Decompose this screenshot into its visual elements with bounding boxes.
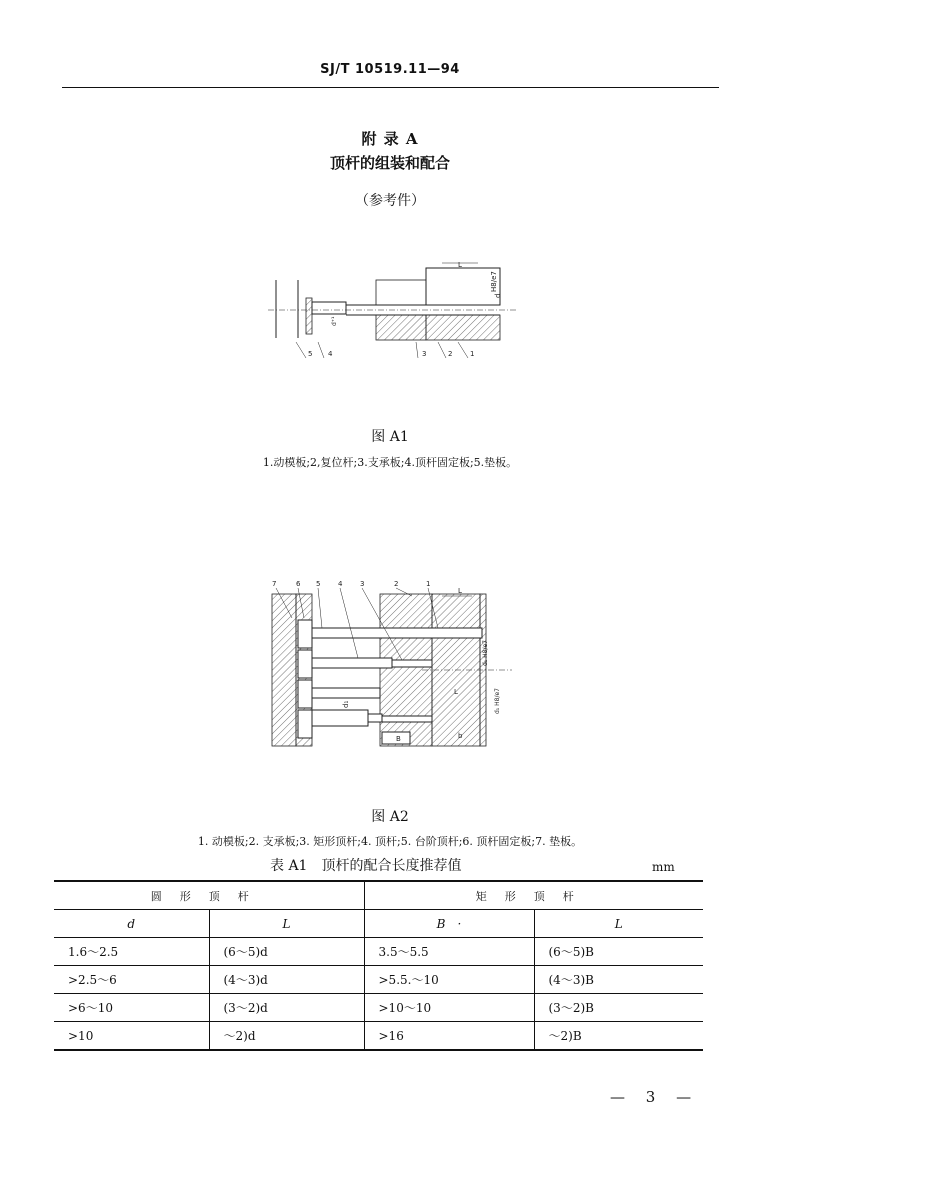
table-row <box>54 994 703 1022</box>
fig1-dim-d: d <box>494 293 502 298</box>
cell-L-rect: (6～5)B <box>534 938 703 966</box>
fig1-dim-L: L <box>458 261 462 269</box>
appendix-subtitle: 顶杆的组装和配合 <box>329 154 450 172</box>
subheader-L-round: L <box>209 910 364 938</box>
cell-L-rect: (4～3)B <box>534 966 703 994</box>
header-rule <box>62 87 719 88</box>
figure-a2-caption: 图 A2 <box>371 809 409 825</box>
cell-L-round: (4～3)d <box>209 966 364 994</box>
fig2-num-1: 1 <box>426 580 431 588</box>
subheader-B: B · <box>364 910 534 938</box>
table-row <box>54 1022 703 1051</box>
cell-L-round: (3～2)d <box>209 994 364 1022</box>
fig2-fit-1: d₁ H8/e7 <box>482 640 489 666</box>
appendix-title: 附 录 A <box>361 130 419 148</box>
fig1-dim-d1: d⁺¹ <box>331 316 338 326</box>
figure-a2-legend: 1. 动模板;2. 支承板;3. 矩形顶杆;4. 顶杆;5. 台阶顶杆;6. 顶杆固定板;7. 垫板。 <box>197 835 583 848</box>
figure-a1-caption: 图 A1 <box>371 429 409 445</box>
fig1-fit-label: H8/e7 <box>490 271 498 292</box>
cell-B: >16 <box>364 1022 534 1051</box>
cell-d: >6～10 <box>54 994 209 1022</box>
cell-B: >10～10 <box>364 994 534 1022</box>
fig2-num-6: 6 <box>296 580 301 588</box>
fig1-num-3: 3 <box>422 350 427 358</box>
document-code: SJ/T 10519.11—94 <box>320 62 460 77</box>
page-number: — 3 — <box>610 1088 700 1106</box>
fig2-num-2: 2 <box>394 580 399 588</box>
fig1-num-1: 1 <box>470 350 475 358</box>
table-row <box>54 966 703 994</box>
fig2-num-7: 7 <box>272 580 277 588</box>
fig1-num-5: 5 <box>308 350 313 358</box>
fig2-dim-L: L <box>458 587 462 595</box>
table-unit: mm <box>652 860 675 874</box>
subheader-L-rect: L <box>534 910 703 938</box>
subheader-d: d <box>54 910 209 938</box>
cell-d: >10 <box>54 1022 209 1051</box>
table-row <box>54 938 703 966</box>
header-rect-ejector: 矩形顶杆 <box>364 881 703 910</box>
figure-a1-drawing <box>268 258 528 378</box>
fig2-dim-b: b <box>458 732 463 740</box>
fig2-num-5: 5 <box>316 580 321 588</box>
header-round-ejector: 圆形顶杆 <box>54 881 364 910</box>
cell-L-rect: (3～2)B <box>534 994 703 1022</box>
cell-L-rect: ～2)B <box>534 1022 703 1051</box>
cell-d: >2.5～6 <box>54 966 209 994</box>
cell-B: 3.5～5.5 <box>364 938 534 966</box>
fig1-num-2: 2 <box>448 350 453 358</box>
cell-L-round: ～2)d <box>209 1022 364 1051</box>
fig2-num-4: 4 <box>338 580 343 588</box>
reference-note: （参考件） <box>355 193 425 209</box>
fig2-dim-d1: d₁ <box>342 700 350 708</box>
cell-d: 1.6～2.5 <box>54 938 209 966</box>
table-title: 表 A1 顶杆的配合长度推荐值 <box>270 858 462 874</box>
fig2-fit-2: d₁ H8/e7 <box>494 688 501 714</box>
fig2-dim-B: B <box>396 735 401 743</box>
cell-B: >5.5.～10 <box>364 966 534 994</box>
fit-length-table <box>54 880 703 1051</box>
figure-a1-legend: 1.动模板;2,复位杆;3.支承板;4.顶杆固定板;5.垫板。 <box>262 456 518 469</box>
fig2-dim-L2: L <box>454 688 458 696</box>
figure-a2-drawing <box>262 574 522 749</box>
fig2-num-3: 3 <box>360 580 365 588</box>
cell-L-round: (6～5)d <box>209 938 364 966</box>
fig1-num-4: 4 <box>328 350 333 358</box>
